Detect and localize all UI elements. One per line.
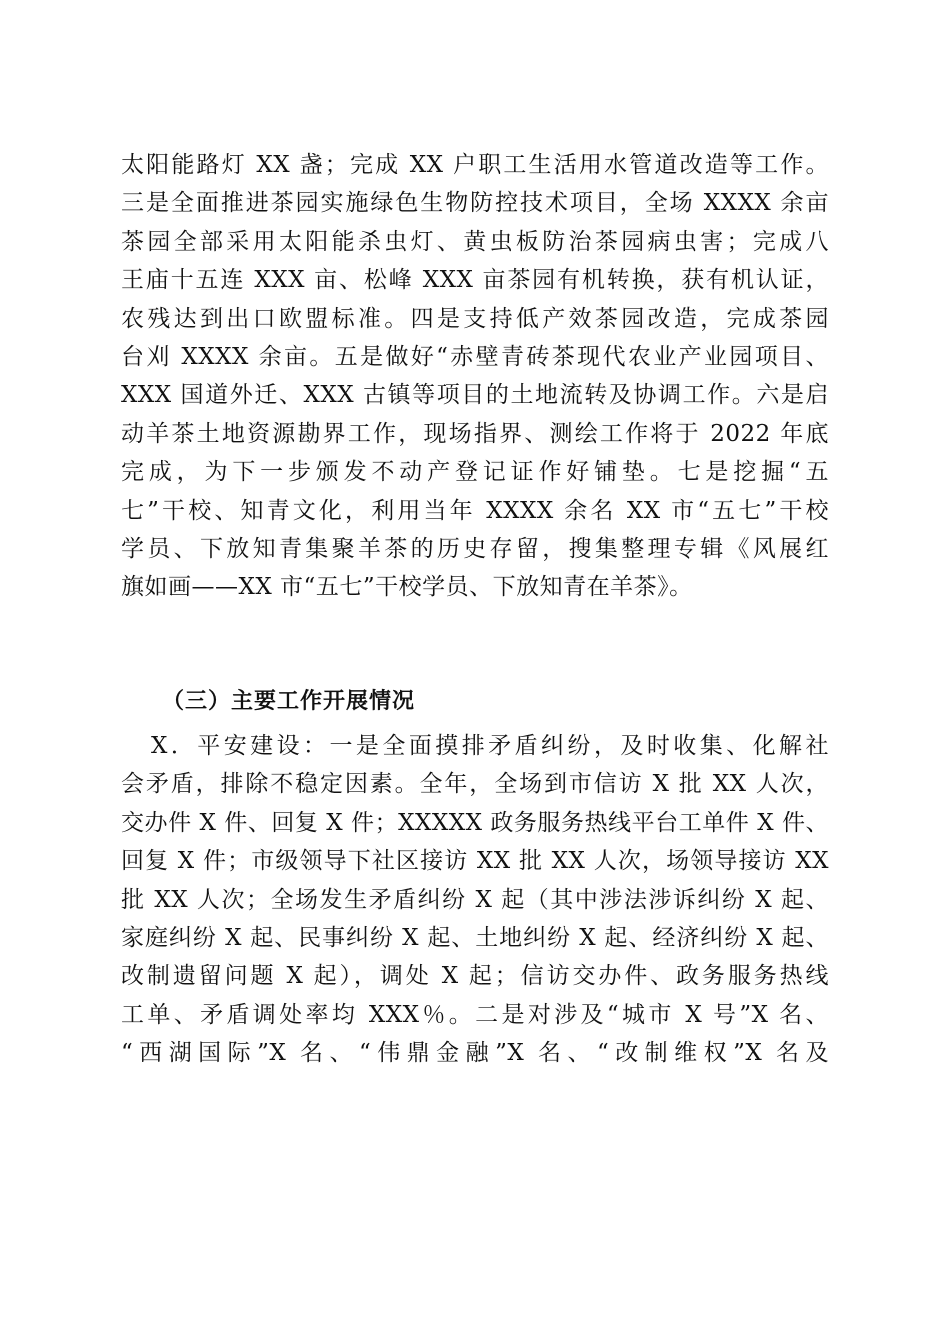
text-line: 茶园全部采用太阳能杀虫灯、黄虫板防治茶园病虫害；完成八 [121, 228, 829, 255]
paragraph-safety-building [121, 727, 829, 1073]
text-line: 完成，为下一步颁发不动产登记证作好铺垫。七是挖掘“五 [121, 459, 829, 486]
text-line: X．平安建设：一是全面摸排矛盾纠纷，及时收集、化解社 [151, 733, 829, 759]
section-heading: （三）主要工作开展情况 [162, 688, 416, 714]
text-line: 回复 X 件；市级领导下社区接访 XX 批 XX 人次，场领导接访 XX [121, 848, 829, 875]
text-line: 三是全面推进茶园实施绿色生物防控技术项目，全场 XXXX 余亩 [121, 190, 829, 217]
text-line: 学员、下放知青集聚羊茶的历史存留，搜集整理专辑《风展红 [121, 535, 829, 562]
text-line: 农残达到出口欧盟标准。四是支持低产效茶园改造，完成茶园 [121, 305, 829, 332]
text-line: 批 XX 人次；全场发生矛盾纠纷 X 起（其中涉法涉诉纠纷 X 起、 [121, 886, 829, 913]
text-line: 会矛盾，排除不稳定因素。全年，全场到市信访 X 批 XX 人次， [121, 771, 829, 798]
text-line: 交办件 X 件、回复 X 件；XXXXX 政务服务热线平台工单件 X 件、 [121, 809, 829, 836]
paragraph-work-progress [121, 146, 829, 607]
text-line: XXX 国道外迁、XXX 古镇等项目的土地流转及协调工作。六是启 [121, 382, 829, 409]
text-line: 台刈 XXXX 余亩。五是做好“赤壁青砖茶现代农业产业园项目、 [121, 343, 829, 370]
text-line: 王庙十五连 XXX 亩、松峰 XXX 亩茶园有机转换，获有机认证， [121, 267, 829, 294]
text-line: 动羊茶土地资源勘界工作，现场指界、测绘工作将于 2022 年底 [121, 420, 829, 447]
text-line: 太阳能路灯 XX 盏；完成 XX 户职工生活用水管道改造等工作。 [121, 152, 829, 178]
text-line: 家庭纠纷 X 起、民事纠纷 X 起、土地纠纷 X 起、经济纠纷 X 起、 [121, 924, 829, 951]
text-line: “西湖国际”X 名、“伟鼎金融”X 名、“改制维权”X 名及 [121, 1040, 829, 1067]
text-line: 七”干校、知青文化，利用当年 XXXX 余名 XX 市“五七”干校 [121, 497, 829, 524]
text-line: 改制遗留问题 X 起），调处 X 起；信访交办件、政务服务热线 [121, 963, 829, 990]
text-line: 工单、矛盾调处率均 XXX％。二是对涉及“城市 X 号”X 名、 [121, 1001, 829, 1028]
text-line: 旗如画——XX 市“五七”干校学员、下放知青在羊茶》。 [121, 574, 693, 601]
